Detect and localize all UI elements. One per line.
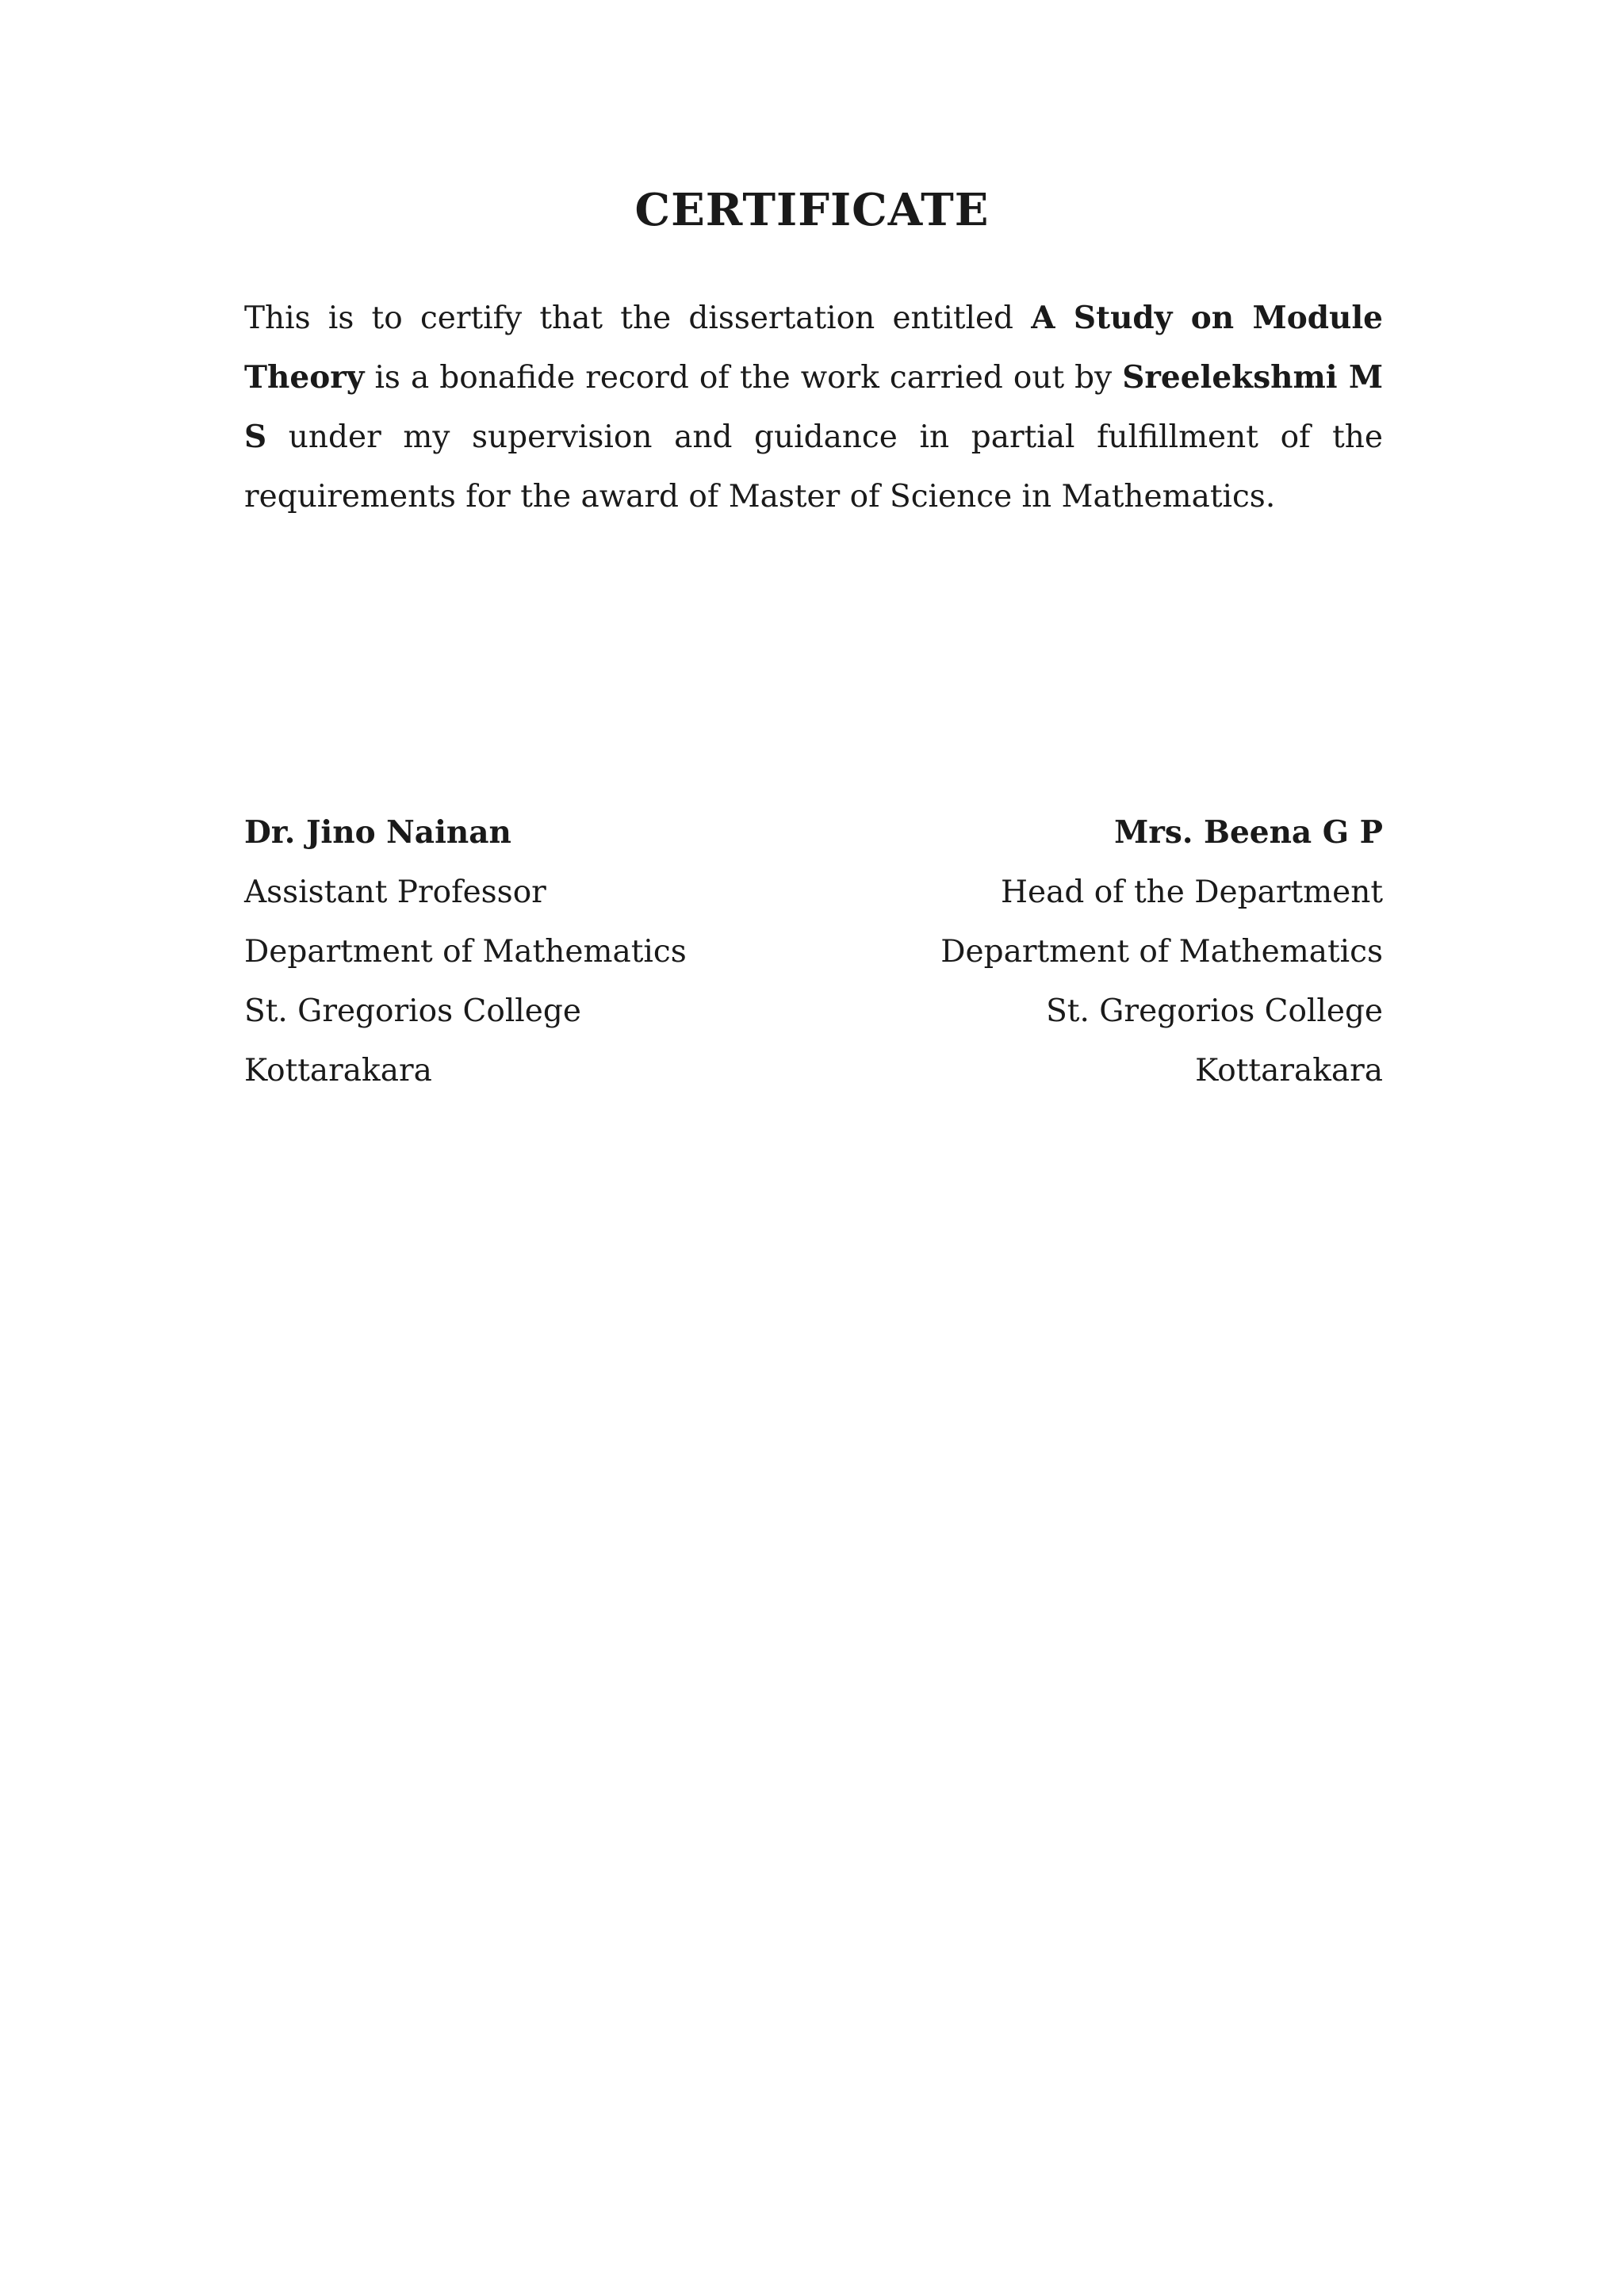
paragraph-outro: under my supervision and guidance in partial fulfillment of the requirements for the award of Master of Science in Mathematics. <box>244 419 1383 515</box>
certificate-paragraph <box>244 289 1383 526</box>
supervisor-college: St. Gregorios College <box>244 993 581 1029</box>
supervisor-place: Kottarakara <box>244 1053 432 1089</box>
supervisor-department: Department of Mathematics <box>244 934 687 970</box>
hod-department: Department of Mathematics <box>940 934 1383 970</box>
dissertation-title: A Study on Module Theory <box>244 300 1383 396</box>
paragraph-mid: is a bonafide record of the work carried out by <box>364 360 1123 396</box>
hod-name: Mrs. Beena G P <box>1114 814 1383 851</box>
hod-designation: Head of the Department <box>1000 874 1383 910</box>
student-name: Sreelekshmi M S <box>244 359 1383 455</box>
hod-place: Kottarakara <box>1195 1053 1383 1089</box>
supervisor-signature-block <box>244 803 687 1100</box>
paragraph-intro: This is to certify that the dissertation entitled <box>244 300 1032 336</box>
supervisor-designation: Assistant Professor <box>244 874 546 910</box>
supervisor-name: Dr. Jino Nainan <box>244 814 511 851</box>
hod-college: St. Gregorios College <box>1046 993 1383 1029</box>
page-title: CERTIFICATE <box>634 184 990 236</box>
hod-signature-block <box>940 803 1383 1100</box>
